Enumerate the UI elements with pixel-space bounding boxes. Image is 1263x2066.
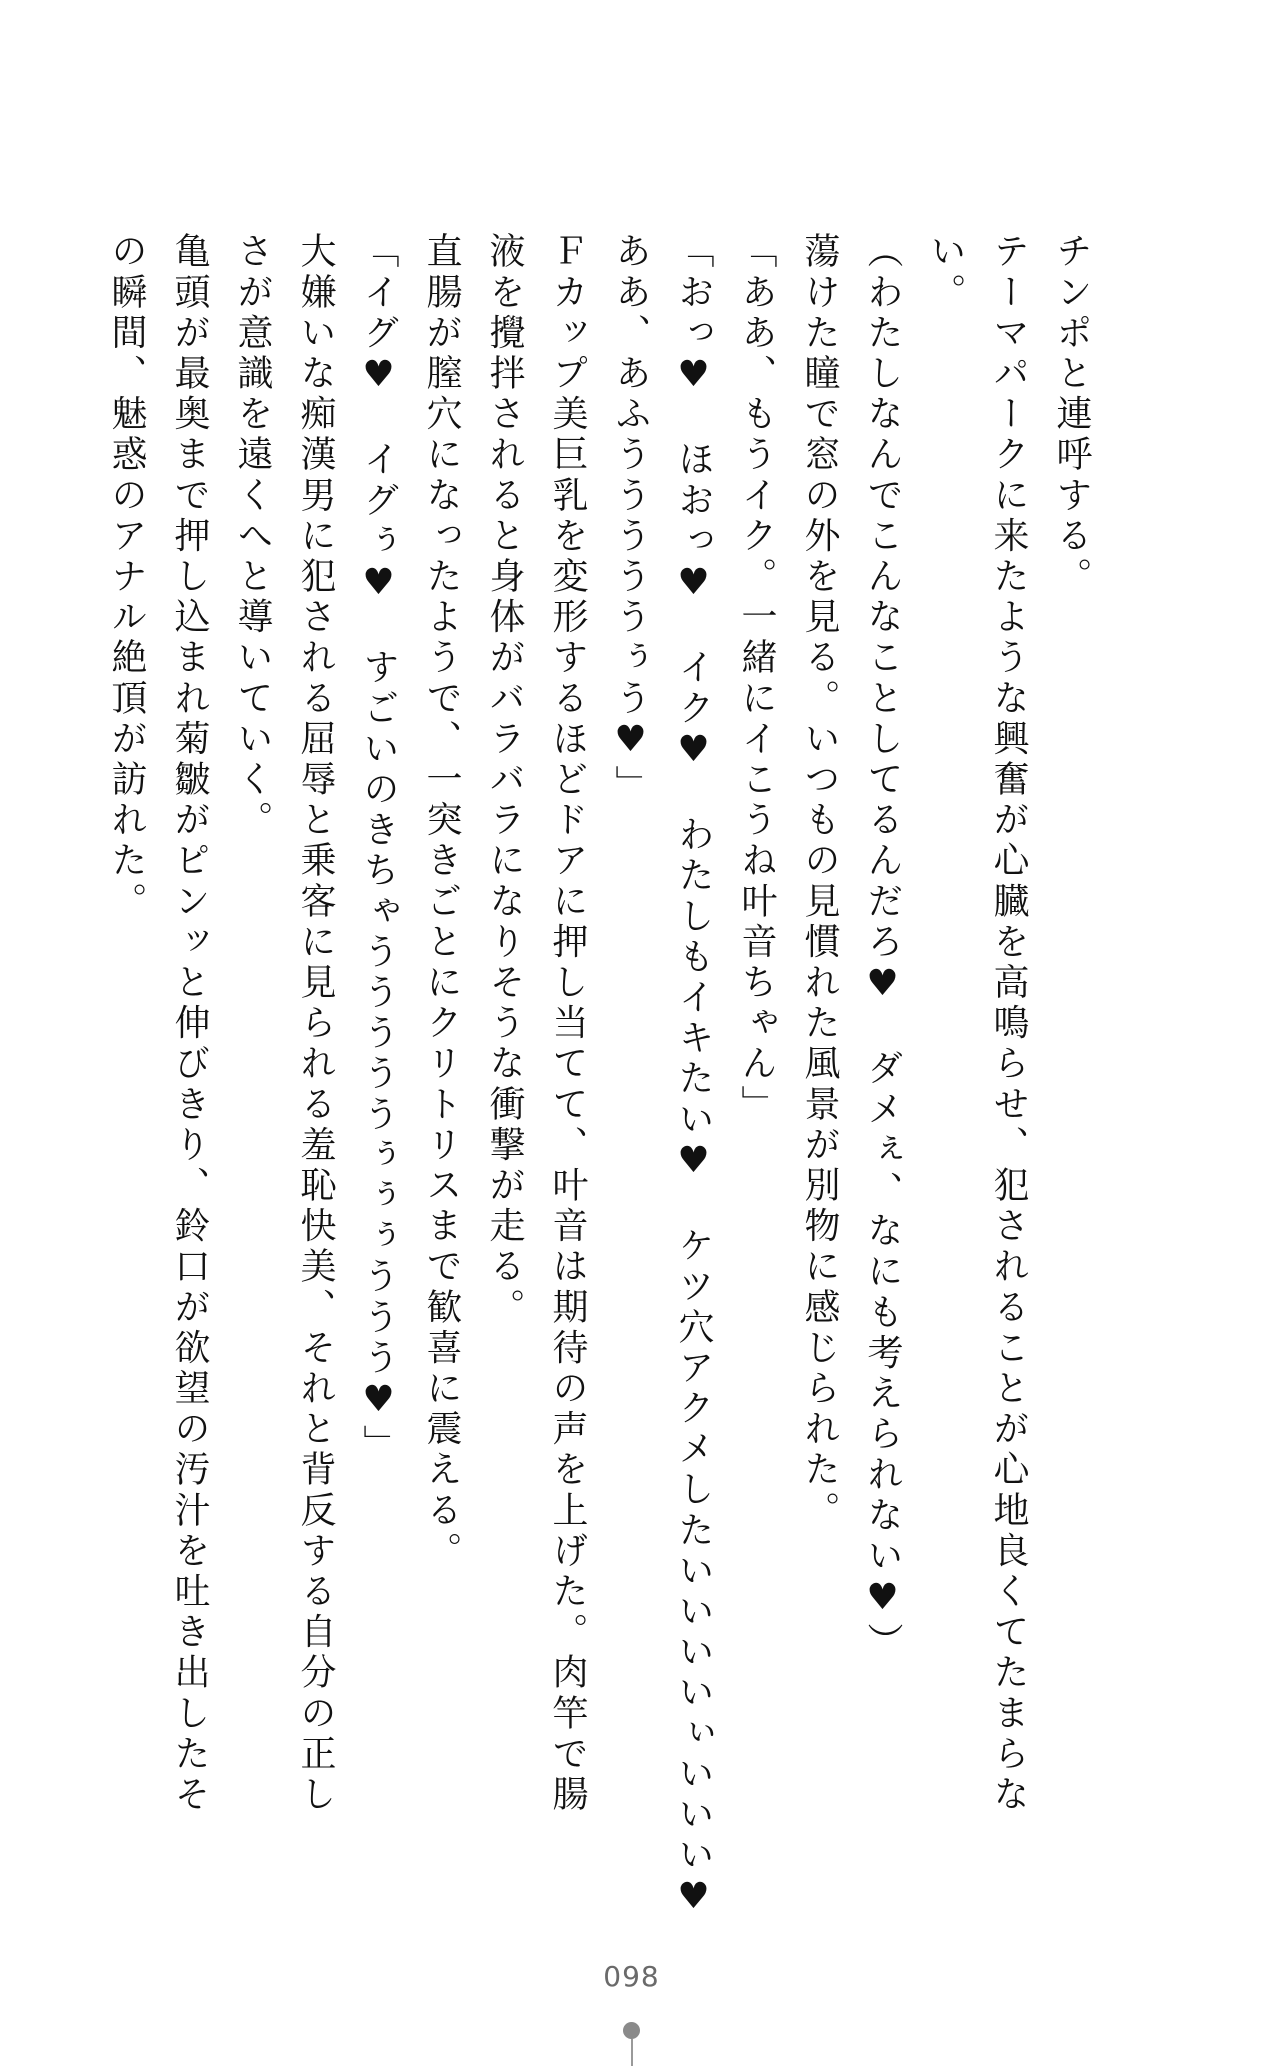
text-line: 「ああ、もうイク。一緒にイこうね叶音ちゃん」 <box>736 232 777 1126</box>
text-line: 「おっ♥ ほおっ♥ イク♥ わたしもイキたい♥ ケツ穴アクメしたいいいいぃいいい♥ <box>673 232 714 1922</box>
text-line: Ｆカップ美巨乳を変形するほどドアに押し当てて、叶音は期待の声を上げた。肉竿で腸 <box>547 232 588 1816</box>
text-line: 液を攪拌されると身体がバラバラになりそうな衝撃が走る。 <box>484 232 525 1329</box>
page-marker-line <box>631 2039 633 2066</box>
text-line: テーマパークに来たような興奮が心臓を高鳴らせ、犯されることが心地良くてたまらな <box>988 232 1029 1816</box>
text-line: 亀頭が最奥まで押し込まれ菊皺がピンッと伸びきり、鈴口が欲望の汚汁を吐き出したそ <box>169 232 210 1816</box>
text-line: チンポと連呼する。 <box>1051 232 1092 598</box>
text-line: 直腸が膣穴になったようで、一突きごとにクリトリスまで歓喜に震える。 <box>421 232 462 1572</box>
text-line: （わたしなんでこんなことしてるんだろ♥ ダメぇ、なにも考えられない♥） <box>862 232 903 1663</box>
page-number: 098 <box>603 1960 660 1993</box>
text-line: さが意識を遠くへと導いていく。 <box>232 232 273 841</box>
vertical-text-block <box>95 232 1103 1922</box>
text-line: 大嫌いな痴漢男に犯される屈辱と乗客に見られる羞恥快美、それと背反する自分の正し <box>295 232 336 1816</box>
page-marker-dot <box>623 2022 640 2039</box>
text-line: ああ、あふうううううぅう♥」 <box>610 232 651 806</box>
text-line: い。 <box>925 232 966 314</box>
text-line: 蕩けた瞳で窓の外を見る。いつもの見慣れた風景が別物に感じられた。 <box>799 232 840 1532</box>
text-line: 「イグ♥ イグぅ♥ すごいのきちゃうううううぅぅぅううう♥」 <box>358 232 399 1465</box>
text-line: の瞬間、魅惑のアナル絶頂が訪れた。 <box>106 232 147 923</box>
